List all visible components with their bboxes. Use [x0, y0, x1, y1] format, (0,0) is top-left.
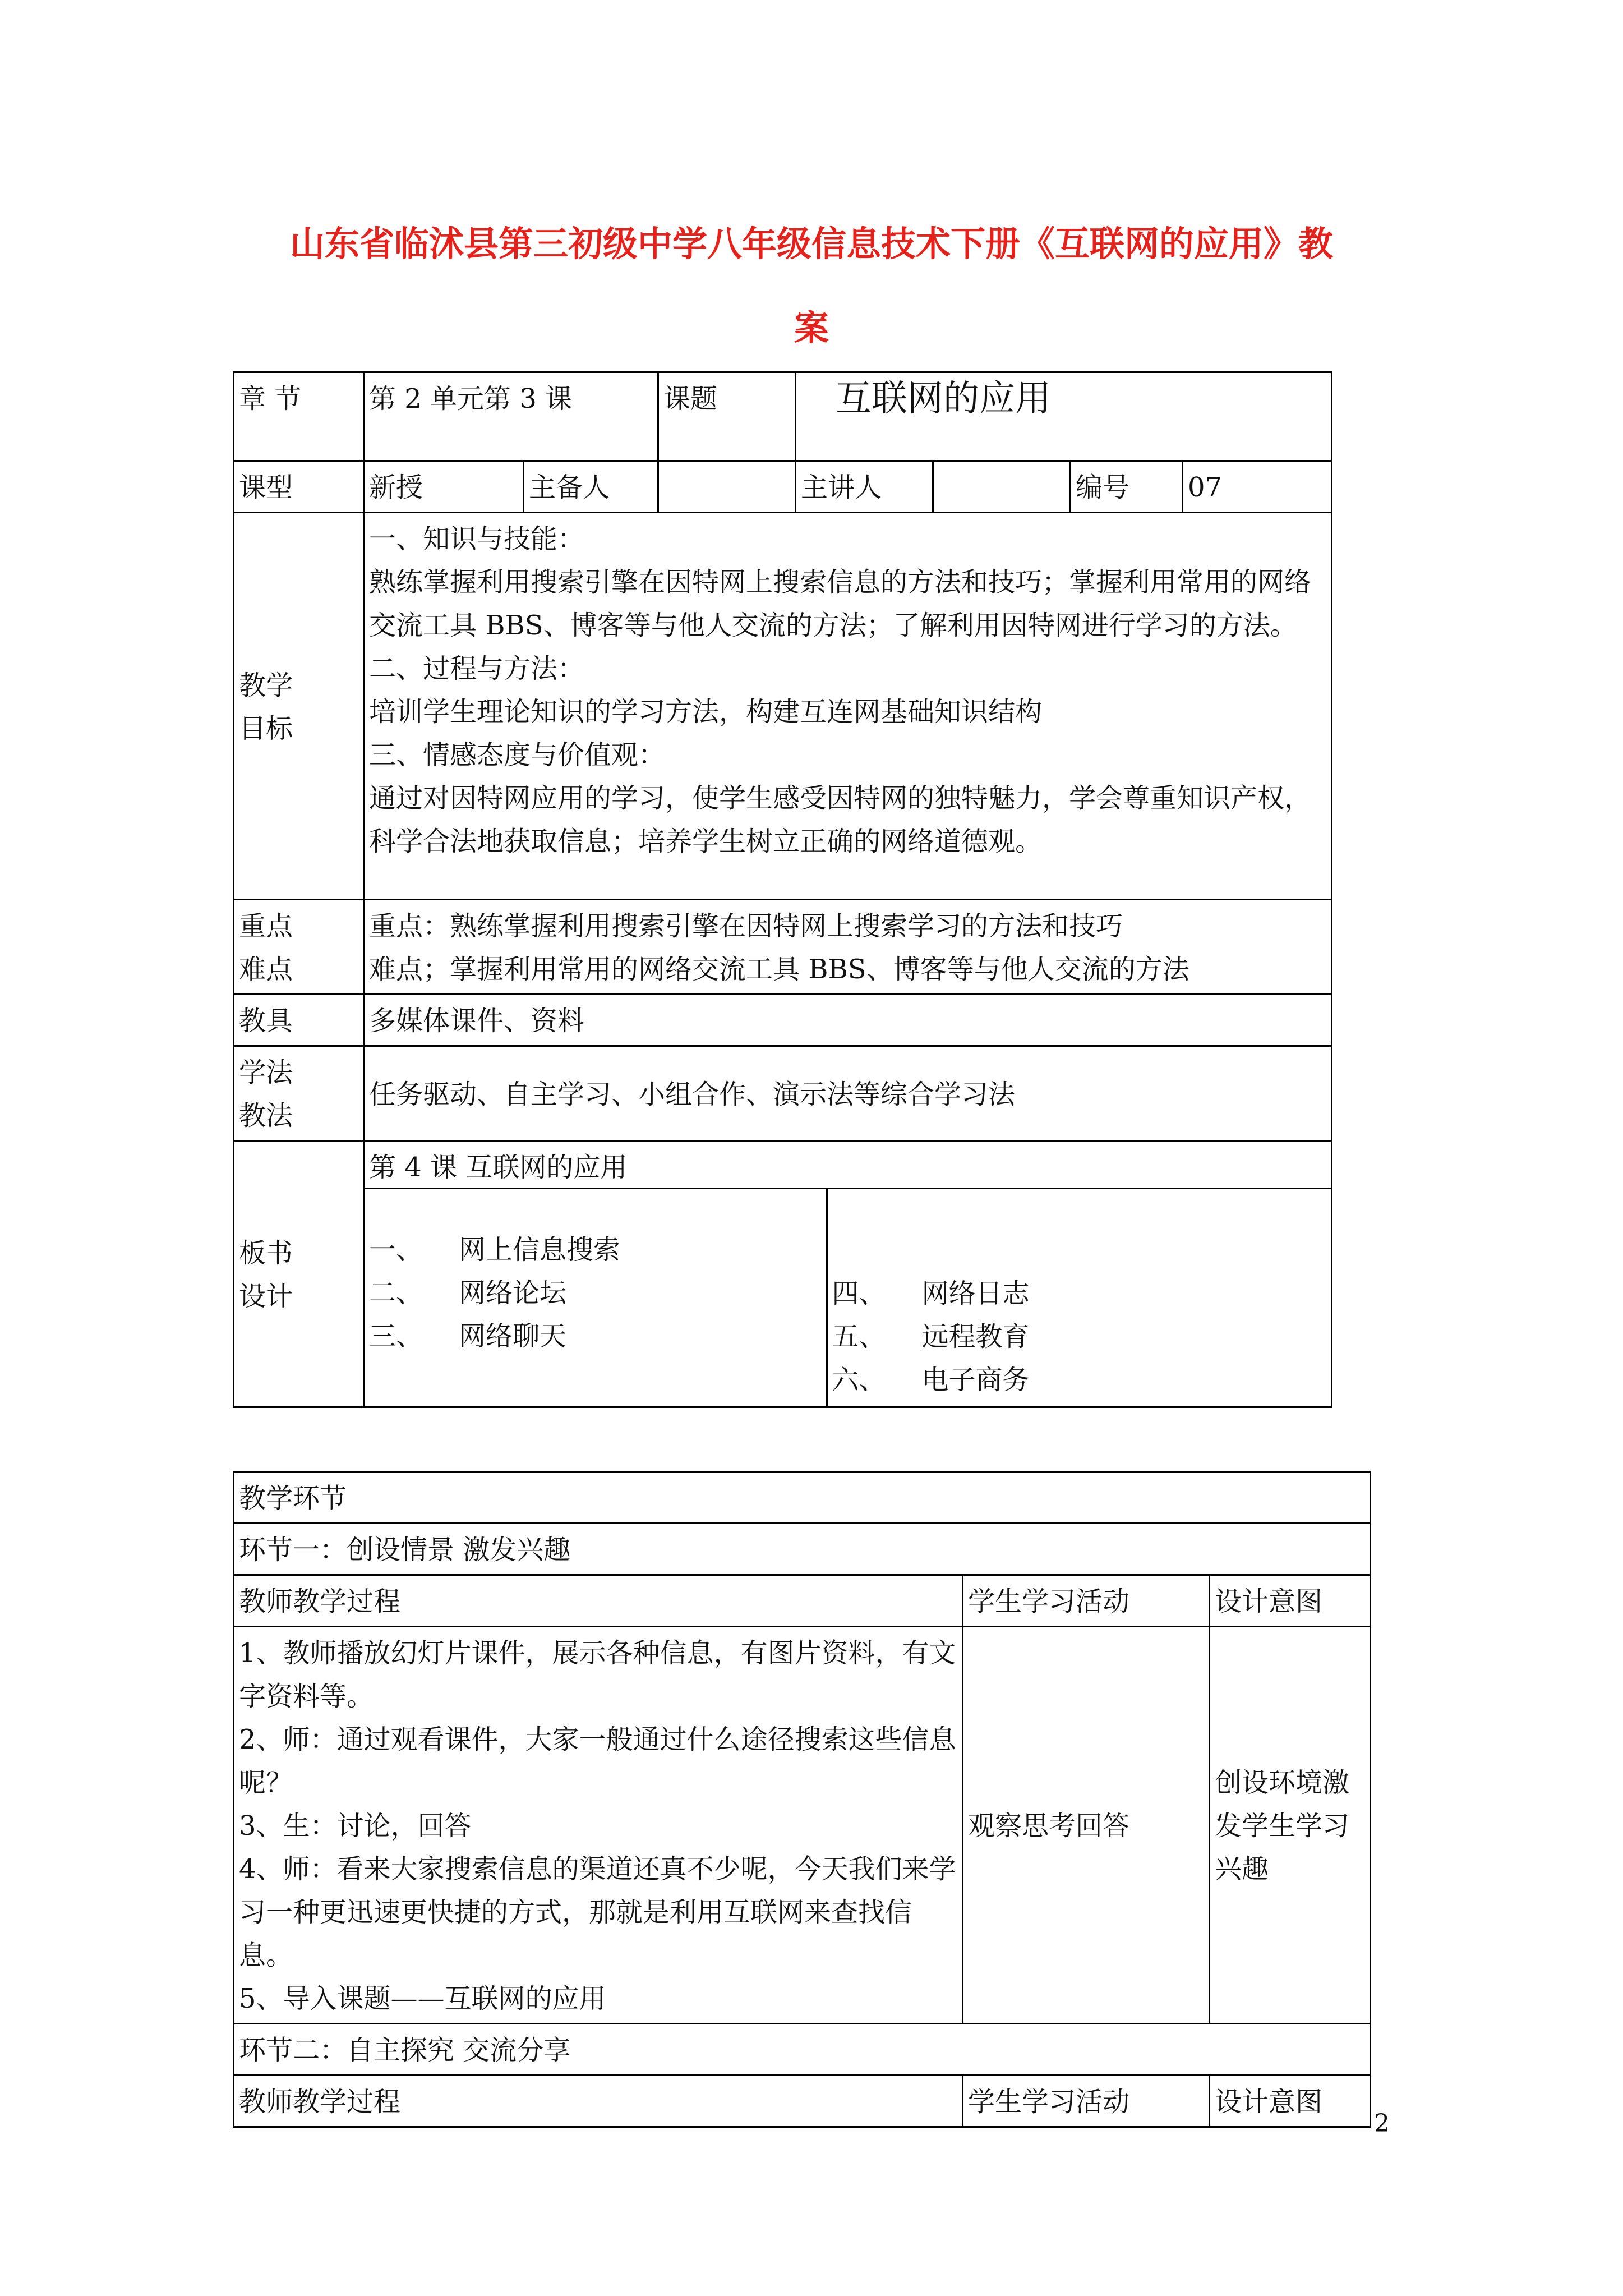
keypoints-label: 重点 难点: [234, 900, 364, 995]
preparer-value: [658, 461, 796, 513]
board-item: 五、 远程教育: [832, 1321, 1030, 1352]
keypoints-cell: [364, 900, 1332, 995]
document-title-line1: 山东省临沭县第三初级中学八年级信息技术下册《互联网的应用》教: [289, 223, 1333, 264]
col-teacher-header: 教师教学过程: [234, 1575, 963, 1627]
tools-label: 教具: [234, 995, 364, 1046]
keypoint-line: 难点；掌握利用常用的网络交流工具 BBS、博客等与他人交流的方法: [369, 954, 1189, 985]
document-title-line2: 案: [794, 307, 829, 348]
chapter-value: 第 2 单元第 3 课: [364, 372, 658, 461]
objectives-label: 教学 目标: [234, 513, 364, 900]
objectives-cell: [364, 513, 1332, 900]
number-value: 07: [1183, 461, 1332, 513]
teacher-step: 4、师：看来大家搜索信息的渠道还真不少呢，今天我们来学习一种更迅速更快捷的方式，那就是利用互联网来查找信息。: [239, 1853, 956, 1971]
stage1-title: 环节一：创设情景 激发兴趣: [234, 1524, 1371, 1575]
teacher-step: 3、生：讨论，回答: [239, 1810, 472, 1842]
stage1-student-activity: 观察思考回答: [963, 1627, 1210, 2024]
board-item: 六、 电子商务: [832, 1364, 1030, 1396]
stage2-title: 环节二：自主探究 交流分享: [234, 2024, 1371, 2076]
lecturer-label: 主讲人: [796, 461, 933, 513]
methods-value: 任务驱动、自主学习、小组合作、演示法等综合学习法: [364, 1046, 1332, 1141]
objectives-line: 熟练掌握利用搜索引擎在因特网上搜索信息的方法和技巧；掌握利用常用的网络交流工具 BBS、博客等与他人交流的方法；了解利用因特网进行学习的方法。: [369, 567, 1312, 641]
col-design-header: 设计意图: [1210, 1575, 1371, 1627]
topic-label: 课题: [658, 372, 796, 461]
board-label: 板书 设计: [234, 1141, 364, 1407]
lesson-info-table: [233, 371, 1332, 1408]
board-item: 四、 网络日志: [832, 1278, 1030, 1309]
col-student-header-2: 学生学习活动: [963, 2076, 1210, 2127]
tools-value: 多媒体课件、资料: [364, 995, 1332, 1046]
objectives-line: 通过对因特网应用的学习，使学生感受因特网的独特魅力，学会尊重知识产权，科学合法地获取信息；培养学生树立正确的网络道德观。: [369, 783, 1312, 857]
col-design-header-2: 设计意图: [1210, 2076, 1371, 2127]
teacher-step: 1、教师播放幻灯片课件，展示各种信息，有图片资料，有文字资料等。: [239, 1637, 956, 1712]
chapter-label: 章 节: [234, 372, 364, 461]
board-item: 一、 网上信息搜索: [369, 1234, 621, 1266]
type-label: 课型: [234, 461, 364, 513]
type-value: 新授: [364, 461, 524, 513]
col-student-header: 学生学习活动: [963, 1575, 1210, 1627]
teacher-step: 5、导入课题——互联网的应用: [239, 1983, 606, 2014]
stage1-design-intent: 创设环境激发学生学习兴趣: [1210, 1627, 1371, 2024]
board-item: 三、 网络聊天: [369, 1320, 567, 1352]
board-columns: [365, 1189, 1331, 1406]
stage1-teacher-cell: [234, 1627, 963, 2024]
board-cell: [364, 1141, 1332, 1407]
board-right: [827, 1189, 1331, 1406]
keypoint-line: 重点：熟练掌握利用搜索引擎在因特网上搜索学习的方法和技巧: [369, 910, 1123, 942]
topic-value: 互联网的应用: [796, 372, 1332, 461]
process-header: 教学环节: [234, 1472, 1371, 1524]
board-item: 二、 网络论坛: [369, 1277, 567, 1309]
number-label: 编号: [1071, 461, 1183, 513]
col-teacher-header-2: 教师教学过程: [234, 2076, 963, 2127]
methods-label: 学法 教法: [234, 1046, 364, 1141]
board-header: 第 4 课 互联网的应用: [365, 1142, 1331, 1189]
page-number: 2: [1374, 2109, 1390, 2138]
preparer-label: 主备人: [524, 461, 658, 513]
teacher-step: 2、师：通过观看课件，大家一般通过什么途径搜索这些信息呢？: [239, 1724, 956, 1798]
teaching-process-table: [233, 1471, 1371, 2128]
objectives-line: 一、知识与技能：: [369, 523, 585, 555]
objectives-line: 三、情感态度与价值观：: [369, 739, 666, 771]
lecturer-value: [933, 461, 1071, 513]
objectives-line: 二、过程与方法：: [369, 653, 585, 684]
board-left: [365, 1189, 827, 1406]
objectives-line: 培训学生理论知识的学习方法，构建互连网基础知识结构: [369, 696, 1043, 728]
